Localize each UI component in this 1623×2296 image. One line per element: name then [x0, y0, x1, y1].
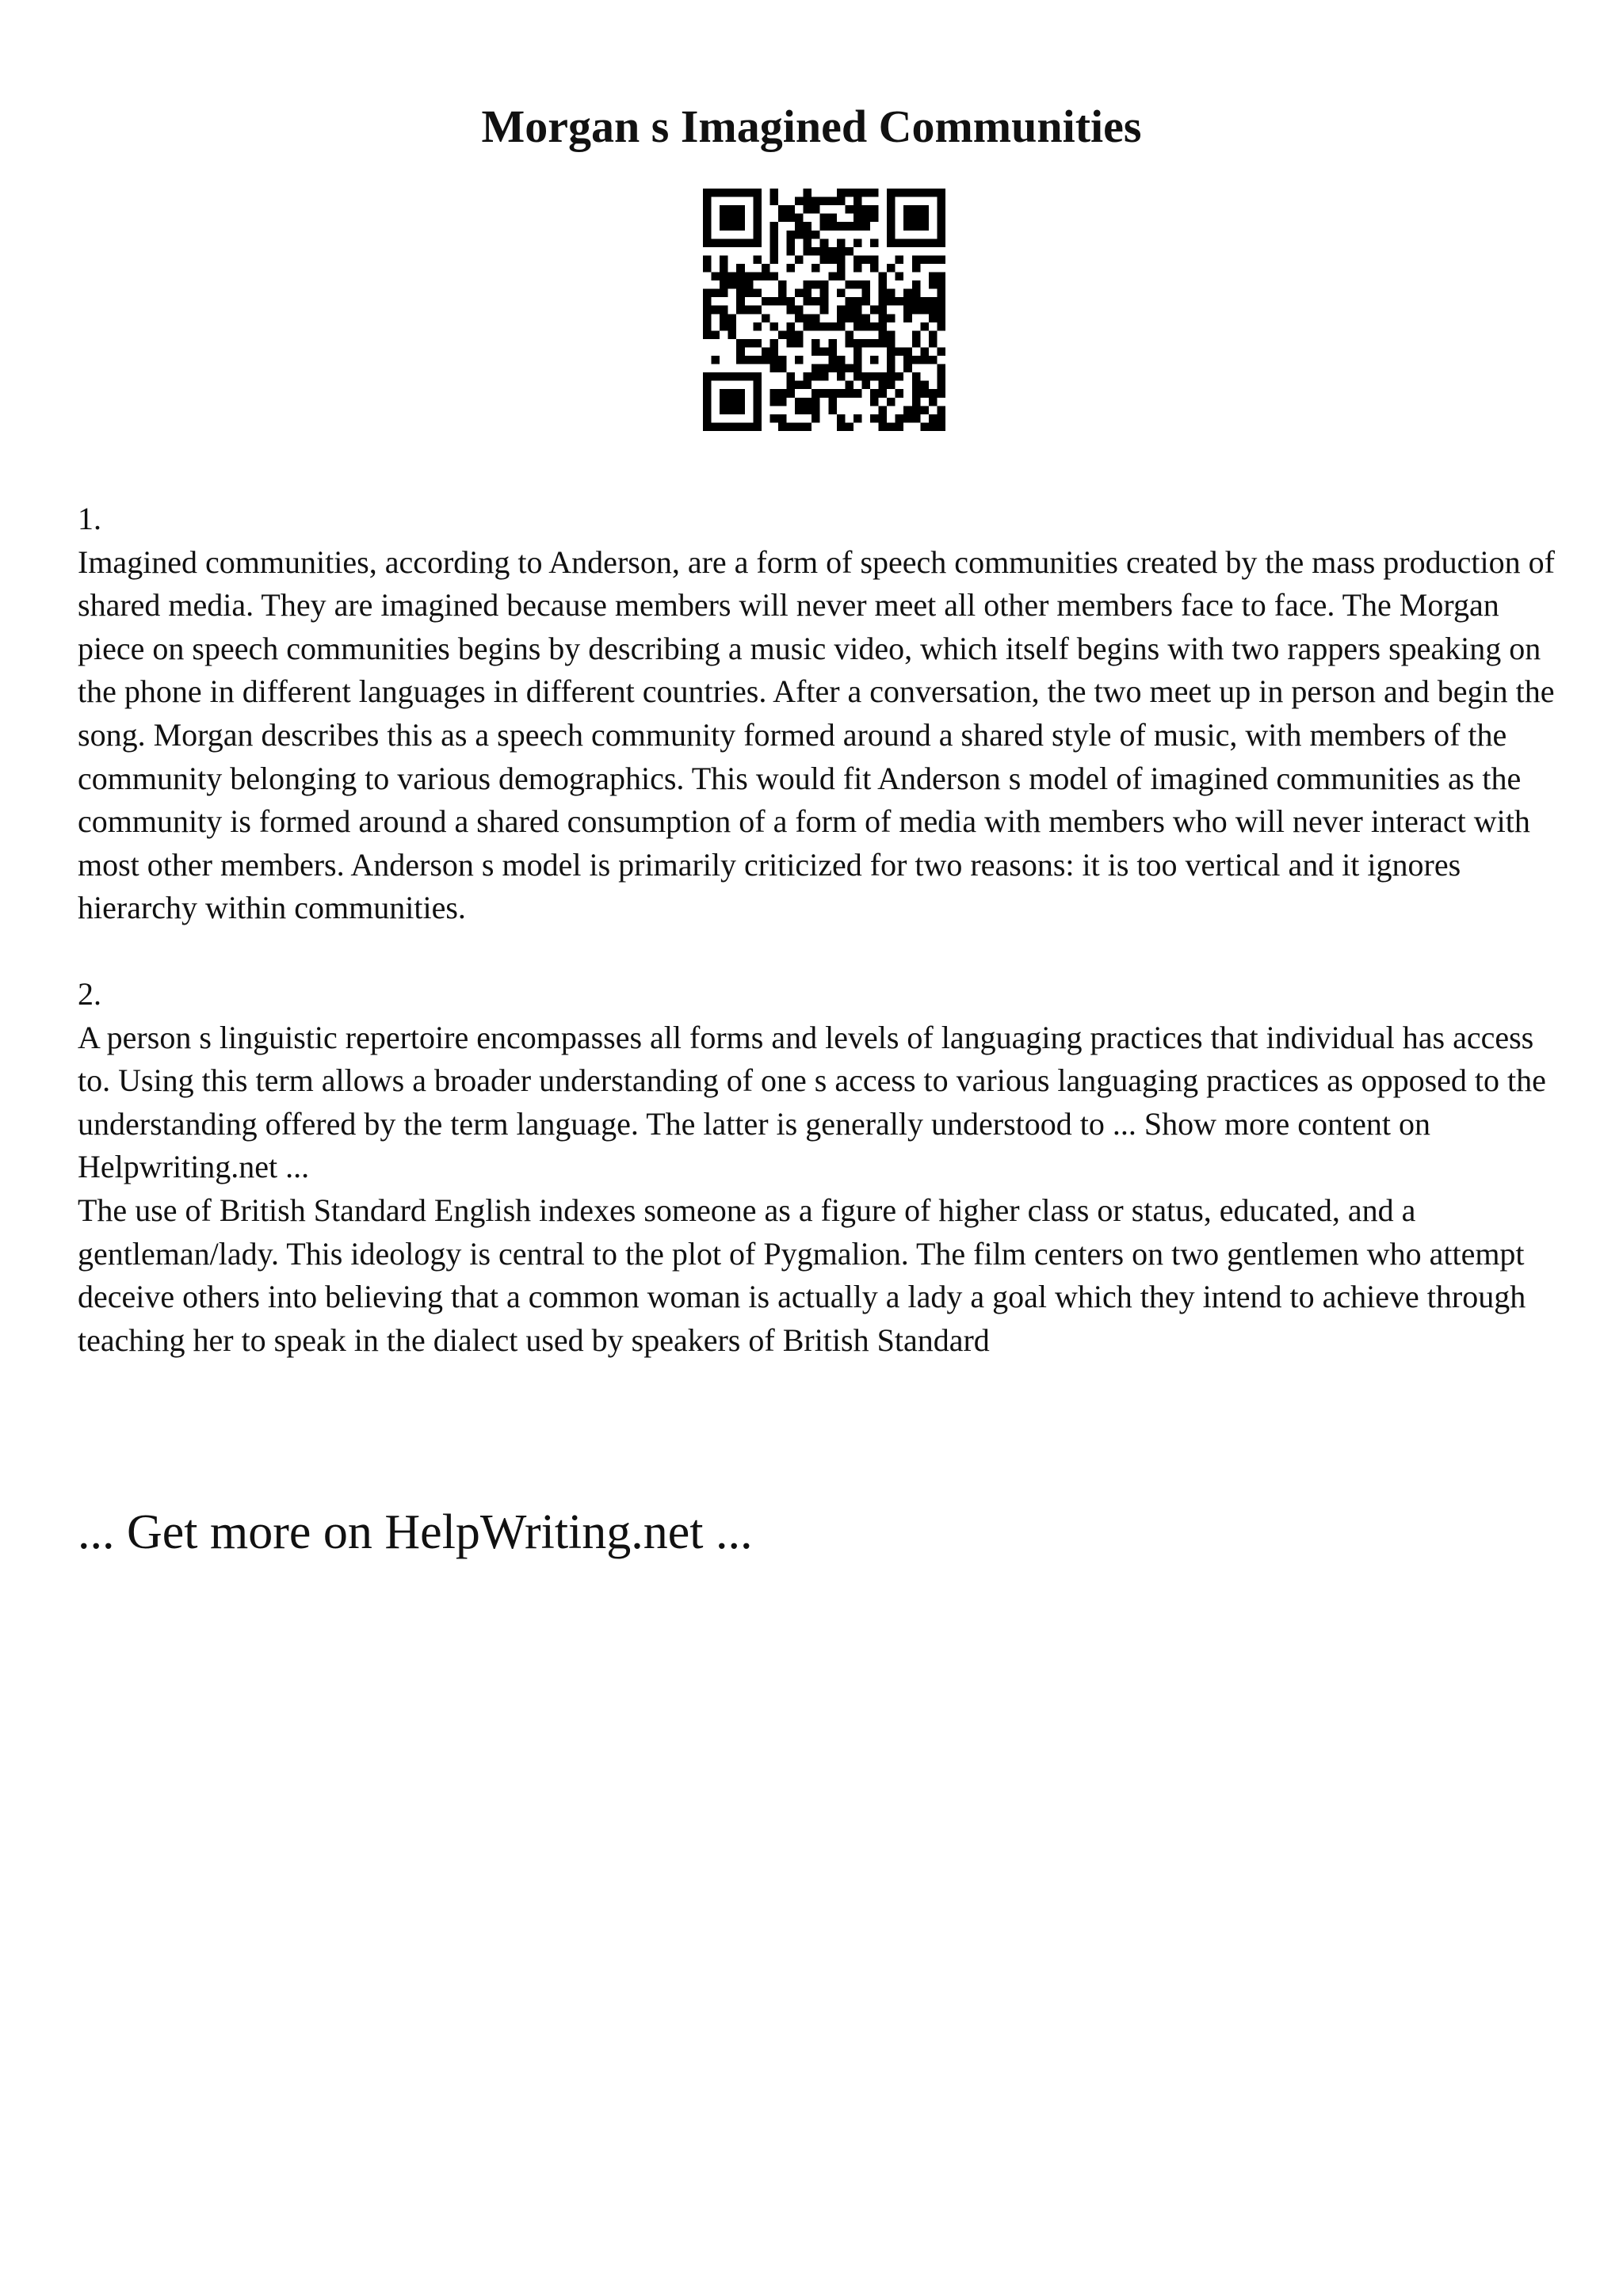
section-1-text: Imagined communities, according to Anderson, are a form of speech communities created by the mass production of shared media. They are imagined because members will never meet all other members face to face. The Morgan piece on speech communities begins by describing a music video, which itself begins with two rappers speaking on the phone in different languages in different countries. After a conversation, the two meet up in person and begin the song. Morgan describes this as a speech community formed around a shared style of music, with members of the community belonging to various demographics. This would fit Anderson s model of imagined communities as the community is formed around a shared consumption of a form of media with members who will never interact with most other members. Anderson s model is primarily criticized for two reasons: it is too vertical and it ignores hierarchy within communities.: [78, 543, 1555, 926]
document-body: [78, 498, 1560, 1362]
paragraph-gap: [78, 930, 1560, 973]
section-2-continued-text: The use of British Standard English indexes someone as a figure of higher class or status, educated, and a gentleman/lady. This ideology is central to the plot of Pygmalion. The film centers on two gentlemen who attempt deceive others into believing that a common woman is actually a lady a goal which they intend to achieve through teaching her to speak in the dialect used by speakers of British Standard: [78, 1192, 1526, 1358]
qr-code-graphic: [703, 189, 945, 431]
page-title: Morgan s Imagined Communities: [481, 101, 1142, 152]
section-2-number: 2.: [78, 975, 101, 1012]
get-more-link[interactable]: ... Get more on HelpWriting.net ...: [78, 1505, 753, 1559]
section-1-number: 1.: [78, 501, 101, 536]
section-2-text: A person s linguistic repertoire encompasses all forms and levels of languaging practices that individual has access to. Using this term allows a broader understanding of one s access to various languaging practices as opposed to the understanding offered by the term language. The latter is generally understood to ... Show more content on Helpwriting.net ...: [78, 1019, 1546, 1185]
qr-code[interactable]: [703, 189, 945, 431]
